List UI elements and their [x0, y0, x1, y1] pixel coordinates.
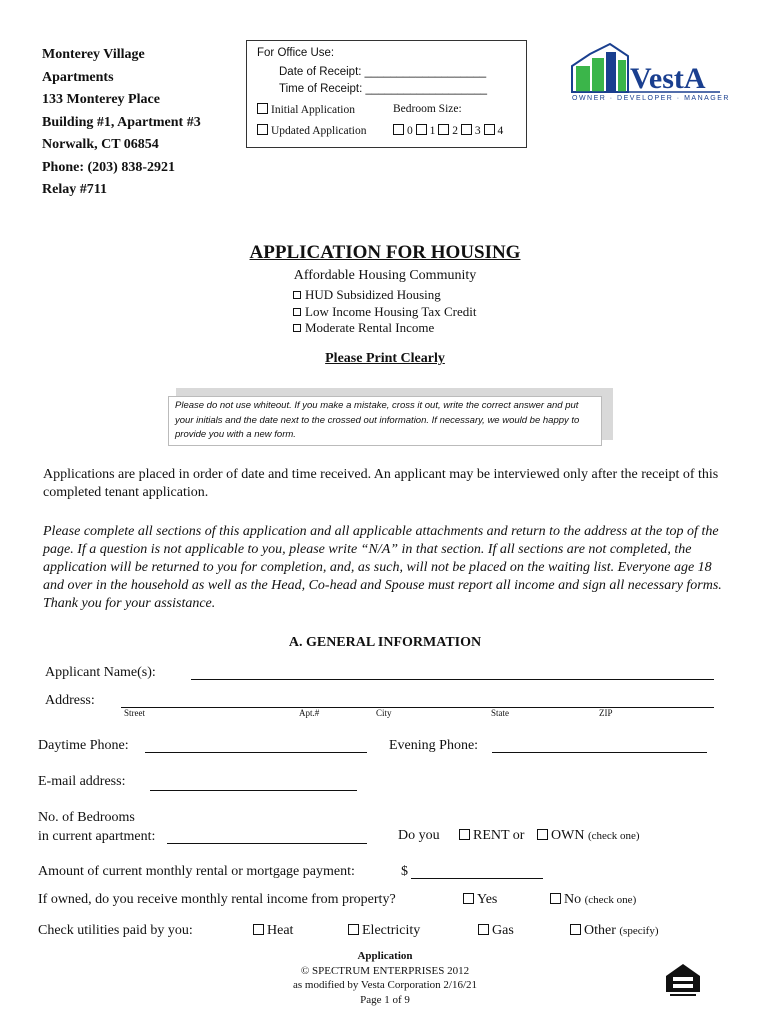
bedroom-size-label: Bedroom Size:	[393, 103, 462, 115]
checkbox-icon[interactable]	[257, 124, 268, 135]
checkbox-icon[interactable]	[293, 324, 301, 332]
checkbox-icon[interactable]	[463, 893, 474, 904]
page-footer	[0, 949, 770, 1007]
logo-wordmark: VestA	[630, 62, 706, 95]
evening-phone-field[interactable]	[492, 752, 707, 753]
program-list	[293, 287, 476, 337]
page-subtitle: Affordable Housing Community	[293, 268, 477, 283]
footer-title: Application	[357, 950, 413, 962]
rental-income-question: If owned, do you receive monthly rental income from property?	[38, 892, 396, 907]
bedroom-size-options: 0 1 2 3 4	[393, 124, 503, 137]
print-clearly-heading: Please Print Clearly	[325, 351, 445, 366]
checkbox-icon[interactable]	[293, 308, 301, 316]
no-option[interactable]: No (check one)	[550, 892, 636, 908]
footer-copyright: © SPECTRUM ENTERPRISES 2012	[300, 964, 470, 977]
evening-phone-label: Evening Phone:	[389, 738, 479, 753]
address-part-label: ZIP	[599, 708, 613, 718]
initial-application-option[interactable]: Initial Application	[257, 103, 355, 116]
utility-heat-option[interactable]: Heat	[253, 923, 293, 939]
logo-tagline: OWNER · DEVELOPER · MANAGER	[572, 95, 730, 102]
address-line: Monterey Village	[42, 47, 145, 62]
office-use-box	[246, 40, 527, 148]
address-field[interactable]	[121, 707, 714, 708]
checkbox-icon[interactable]	[253, 924, 264, 935]
checkbox-icon[interactable]	[537, 829, 548, 840]
whiteout-note: Please do not use whiteout. If you make a mistake, cross it out, write the correct answer and put your initials and the date next to the crossed out information. If necessary, we would be happy to provide you with a new form.	[168, 396, 602, 446]
utility-electricity-option[interactable]: Electricity	[348, 923, 420, 939]
bedrooms-field[interactable]	[167, 843, 367, 844]
program-item[interactable]: HUD Subsidized Housing	[293, 287, 476, 304]
specify-hint: (specify)	[619, 925, 659, 937]
checkbox-icon[interactable]	[478, 924, 489, 935]
program-item[interactable]: Moderate Rental Income	[293, 320, 476, 337]
check-one-hint: (check one)	[587, 830, 640, 842]
relay-line: Relay #711	[42, 182, 107, 197]
updated-application-option[interactable]: Updated Application	[257, 124, 367, 137]
address-part-label: Apt.#	[299, 708, 320, 718]
footer-page-number: Page 1 of 9	[360, 993, 410, 1006]
yes-option[interactable]: Yes	[463, 892, 497, 908]
bedrooms-label: No. of Bedrooms	[38, 810, 135, 825]
date-of-receipt-field[interactable]: Date of Receipt: ___________________	[279, 66, 487, 78]
checkbox-icon[interactable]	[459, 829, 470, 840]
daytime-phone-label: Daytime Phone:	[38, 738, 129, 753]
utility-other-option[interactable]: Other (specify)	[570, 923, 658, 939]
office-use-heading: For Office Use:	[257, 47, 335, 59]
address-line: Building #1, Apartment #3	[42, 114, 201, 130]
checkbox-icon[interactable]	[570, 924, 581, 935]
dollar-sign: $	[401, 864, 408, 879]
applicant-names-field[interactable]	[191, 679, 714, 680]
checkbox-icon[interactable]	[293, 291, 301, 299]
utility-gas-option[interactable]: Gas	[478, 923, 514, 939]
checkbox-icon[interactable]	[348, 924, 359, 935]
checkbox-icon[interactable]	[416, 124, 427, 135]
address-part-label: City	[376, 708, 392, 718]
utilities-label: Check utilities paid by you:	[38, 923, 193, 938]
time-of-receipt-field[interactable]: Time of Receipt: ___________________	[279, 83, 488, 95]
checkbox-icon[interactable]	[438, 124, 449, 135]
rent-amount-label: Amount of current monthly rental or mortgage payment:	[38, 864, 355, 879]
do-you-label: Do you	[398, 828, 440, 843]
address-label: Address:	[45, 693, 95, 708]
daytime-phone-field[interactable]	[145, 752, 367, 753]
email-field[interactable]	[150, 790, 357, 791]
equal-housing-icon	[664, 962, 702, 998]
intro-paragraph: Applications are placed in order of date and time received. An applicant may be interviewed only after the receipt of this completed tenant application.	[43, 467, 719, 500]
checkbox-icon[interactable]	[550, 893, 561, 904]
address-line: 133 Monterey Place	[42, 92, 160, 107]
section-a-heading: A. GENERAL INFORMATION	[288, 635, 482, 650]
page-title: APPLICATION FOR HOUSING	[249, 242, 521, 263]
checkbox-icon[interactable]	[393, 124, 404, 135]
instructions-paragraph: Please complete all sections of this application and all applicable attachments and return to the address at the top of the page. If a question is not applicable to you, please write “N/A” in that section. If all sections are not completed, the application will be returned to you for completion, and, as such, will not be placed on the waiting list. Everyone age 18 and over in the household as well as the Head, Co-head and Spouse must report all income and sign all necessary forms. Thank you for your assistance.	[43, 524, 722, 611]
email-label: E-mail address:	[38, 774, 126, 789]
rent-amount-field[interactable]	[411, 878, 543, 879]
program-item[interactable]: Low Income Housing Tax Credit	[293, 304, 476, 321]
footer-modified: as modified by Vesta Corporation 2/16/21	[292, 979, 478, 991]
rent-option[interactable]: RENT or	[459, 828, 524, 844]
checkbox-icon[interactable]	[257, 103, 268, 114]
bedrooms-label-2: in current apartment:	[38, 829, 156, 844]
own-option[interactable]: OWN (check one)	[537, 828, 640, 844]
checkbox-icon[interactable]	[461, 124, 472, 135]
property-address-block	[42, 44, 201, 202]
phone-line: Phone: (203) 838-2921	[42, 159, 175, 175]
applicant-names-label: Applicant Name(s):	[45, 665, 156, 680]
address-line: Norwalk, CT 06854	[42, 137, 159, 152]
address-line: Apartments	[42, 69, 114, 85]
checkbox-icon[interactable]	[484, 124, 495, 135]
address-part-label: State	[491, 708, 509, 718]
check-one-hint: (check one)	[584, 894, 637, 906]
address-part-label: Street	[124, 708, 145, 718]
